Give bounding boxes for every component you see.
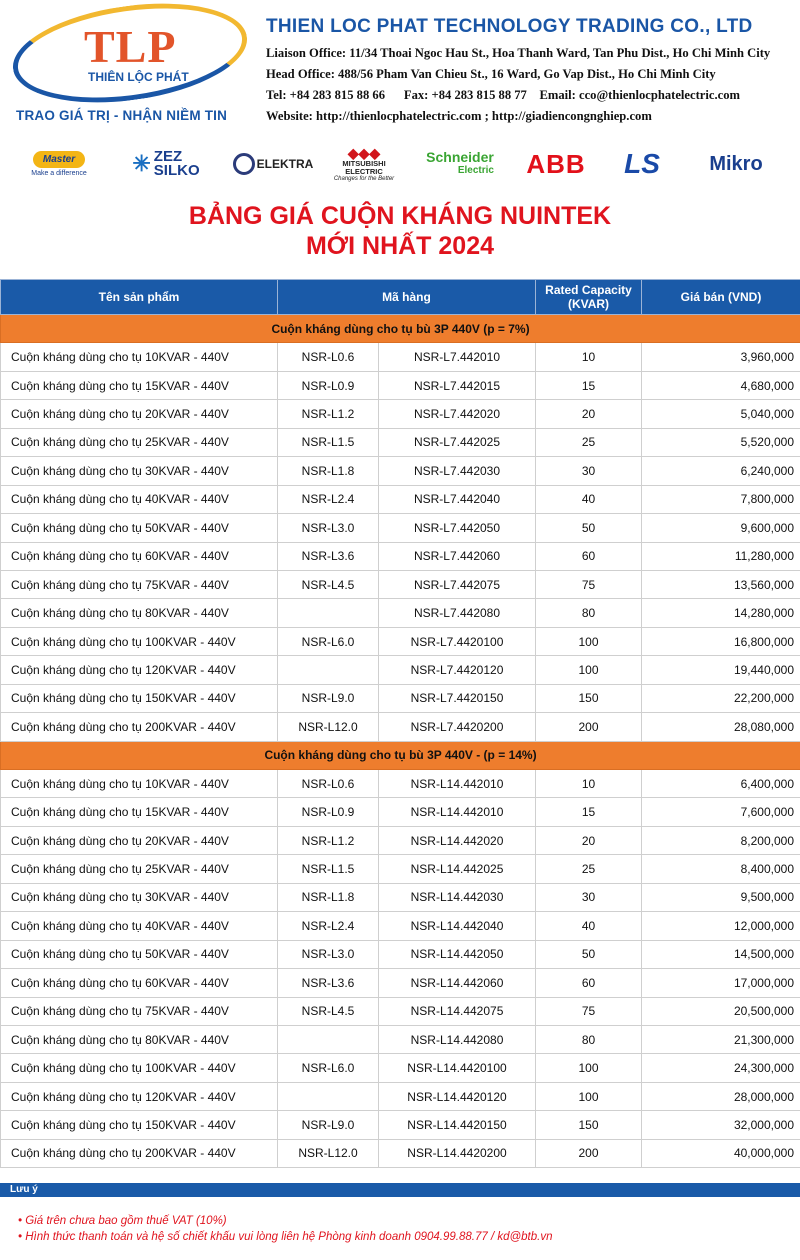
table-row — [1, 826, 800, 854]
product-name: Cuộn kháng dùng cho tụ 10KVAR - 440V — [1, 343, 278, 371]
price-value: 8,200,000 — [642, 826, 800, 854]
product-code-full: NSR-L14.4420150 — [379, 1111, 536, 1139]
product-code-short: NSR-L0.9 — [278, 798, 379, 826]
product-code-short: NSR-L3.6 — [278, 542, 379, 570]
product-name: Cuộn kháng dùng cho tụ 30KVAR - 440V — [1, 457, 278, 485]
price-value: 14,280,000 — [642, 599, 800, 627]
note-item: • Hình thức thanh toán và hệ số chiết khấu vui lòng liên hệ Phòng kinh doanh 0904.99.88.77 / kd@btb.vn — [18, 1229, 800, 1245]
header-product: Tên sản phẩm — [1, 280, 278, 315]
brand-schneider-electric-text: Electric — [457, 165, 494, 176]
product-code-full: NSR-L14.442020 — [379, 826, 536, 854]
table-row — [1, 1082, 800, 1110]
table-row — [1, 1111, 800, 1139]
table-row — [1, 485, 800, 513]
product-code-full: NSR-L14.442025 — [379, 855, 536, 883]
price-value: 7,600,000 — [642, 798, 800, 826]
page-header — [0, 0, 800, 135]
product-code-full: NSR-L14.4420200 — [379, 1139, 536, 1167]
product-name: Cuộn kháng dùng cho tụ 120KVAR - 440V — [1, 656, 278, 684]
table-row — [1, 599, 800, 627]
section-row — [1, 741, 800, 769]
product-code-full: NSR-L7.442020 — [379, 400, 536, 428]
rated-capacity: 80 — [536, 1025, 642, 1053]
product-name: Cuộn kháng dùng cho tụ 15KVAR - 440V — [1, 371, 278, 399]
company-logo — [6, 4, 256, 129]
logo-mark: TLP — [84, 21, 177, 72]
price-value: 13,560,000 — [642, 570, 800, 598]
brand-silko-text: SILKO — [153, 162, 200, 179]
product-code-full: NSR-L14.442010 — [379, 798, 536, 826]
product-code-full: NSR-L7.4420100 — [379, 627, 536, 655]
brand-elektra-text: ELEKTRA — [256, 157, 314, 171]
table-row — [1, 343, 800, 371]
product-code-short: NSR-L2.4 — [278, 485, 379, 513]
product-code-short — [278, 1082, 379, 1110]
rated-capacity: 20 — [536, 400, 642, 428]
product-code-full: NSR-L7.442075 — [379, 570, 536, 598]
table-row — [1, 713, 800, 741]
product-name: Cuộn kháng dùng cho tụ 40KVAR - 440V — [1, 912, 278, 940]
product-name: Cuộn kháng dùng cho tụ 200KVAR - 440V — [1, 1139, 278, 1167]
product-code-short: NSR-L1.8 — [278, 883, 379, 911]
rated-capacity: 50 — [536, 514, 642, 542]
product-code-short: NSR-L1.2 — [278, 400, 379, 428]
brand-mikro-logo: Mikro — [709, 152, 763, 175]
zez-star-icon: ✳ — [132, 151, 151, 176]
table-row — [1, 457, 800, 485]
table-row — [1, 1025, 800, 1053]
product-name: Cuộn kháng dùng cho tụ 75KVAR - 440V — [1, 997, 278, 1025]
price-value: 21,300,000 — [642, 1025, 800, 1053]
product-code-short: NSR-L2.4 — [278, 912, 379, 940]
product-code-short: NSR-L9.0 — [278, 684, 379, 712]
table-row — [1, 428, 800, 456]
product-code-short: NSR-L3.6 — [278, 969, 379, 997]
product-code-full: NSR-L14.442040 — [379, 912, 536, 940]
product-code-short: NSR-L1.5 — [278, 428, 379, 456]
price-table — [0, 279, 800, 1168]
brand-zez-text: ZEZ — [153, 148, 183, 165]
product-name: Cuộn kháng dùng cho tụ 120KVAR - 440V — [1, 1082, 278, 1110]
rated-capacity: 15 — [536, 371, 642, 399]
product-code-full: NSR-L14.442075 — [379, 997, 536, 1025]
product-code-full: NSR-L7.442050 — [379, 514, 536, 542]
brand-master-text: Master — [33, 151, 85, 168]
logo-name: THIÊN LỘC PHÁT — [88, 70, 189, 84]
product-name: Cuộn kháng dùng cho tụ 100KVAR - 440V — [1, 1054, 278, 1082]
rated-capacity: 100 — [536, 627, 642, 655]
brand-abb-logo: ABB — [526, 148, 586, 179]
product-name: Cuộn kháng dùng cho tụ 30KVAR - 440V — [1, 883, 278, 911]
table-row — [1, 684, 800, 712]
product-code-full: NSR-L14.4420120 — [379, 1082, 536, 1110]
company-info — [266, 16, 796, 124]
brand-mitsubishi-logo — [330, 142, 398, 186]
header-capacity: Rated Capacity (KVAR) — [536, 280, 642, 315]
rated-capacity: 10 — [536, 770, 642, 798]
product-name: Cuộn kháng dùng cho tụ 75KVAR - 440V — [1, 570, 278, 598]
price-value: 9,500,000 — [642, 883, 800, 911]
note-item: • Giá trên chưa bao gồm thuế VAT (10%) — [18, 1213, 800, 1229]
product-code-full: NSR-L14.442010 — [379, 770, 536, 798]
product-name: Cuộn kháng dùng cho tụ 15KVAR - 440V — [1, 798, 278, 826]
elektra-ring-icon — [233, 153, 255, 175]
price-value: 5,040,000 — [642, 400, 800, 428]
table-row — [1, 855, 800, 883]
product-name: Cuộn kháng dùng cho tụ 150KVAR - 440V — [1, 684, 278, 712]
product-name: Cuộn kháng dùng cho tụ 10KVAR - 440V — [1, 770, 278, 798]
contact-line: Tel: +84 283 815 88 66 Fax: +84 283 815 88 77 Email: cco@thienlocphatelectric.com — [266, 88, 741, 102]
brand-schneider-text: Schneider — [426, 149, 494, 165]
rated-capacity: 40 — [536, 912, 642, 940]
table-row — [1, 1139, 800, 1167]
brand-ls-logo: LS — [624, 148, 660, 179]
table-row — [1, 656, 800, 684]
table-row — [1, 912, 800, 940]
product-code-short: NSR-L4.5 — [278, 997, 379, 1025]
price-value: 16,800,000 — [642, 627, 800, 655]
product-code-full: NSR-L7.442025 — [379, 428, 536, 456]
mitsubishi-diamonds-icon: ◆◆◆ — [347, 145, 381, 161]
rated-capacity: 25 — [536, 855, 642, 883]
product-code-full: NSR-L14.442080 — [379, 1025, 536, 1053]
price-value: 6,400,000 — [642, 770, 800, 798]
product-code-short: NSR-L12.0 — [278, 1139, 379, 1167]
brand-elektra-logo — [228, 142, 318, 186]
rated-capacity: 30 — [536, 457, 642, 485]
product-code-full: NSR-L14.442030 — [379, 883, 536, 911]
price-value: 28,000,000 — [642, 1082, 800, 1110]
rated-capacity: 150 — [536, 684, 642, 712]
brand-schneider-logo — [420, 142, 500, 186]
table-row — [1, 997, 800, 1025]
product-code-full: NSR-L7.442040 — [379, 485, 536, 513]
table-row — [1, 883, 800, 911]
product-code-short: NSR-L6.0 — [278, 627, 379, 655]
product-code-full: NSR-L7.442030 — [379, 457, 536, 485]
table-row — [1, 770, 800, 798]
price-value: 22,200,000 — [642, 684, 800, 712]
table-row — [1, 400, 800, 428]
notes-list — [0, 1197, 800, 1245]
product-name: Cuộn kháng dùng cho tụ 50KVAR - 440V — [1, 514, 278, 542]
product-code-full: NSR-L7.442010 — [379, 343, 536, 371]
rated-capacity: 80 — [536, 599, 642, 627]
section-row — [1, 315, 800, 343]
product-code-short: NSR-L6.0 — [278, 1054, 379, 1082]
product-code-short: NSR-L12.0 — [278, 713, 379, 741]
section-title: Cuộn kháng dùng cho tụ bù 3P 440V - (p = 14%) — [1, 741, 800, 769]
rated-capacity: 50 — [536, 940, 642, 968]
table-row — [1, 514, 800, 542]
rated-capacity: 75 — [536, 997, 642, 1025]
price-value: 8,400,000 — [642, 855, 800, 883]
product-name: Cuộn kháng dùng cho tụ 80KVAR - 440V — [1, 1025, 278, 1053]
product-code-full: NSR-L7.442015 — [379, 371, 536, 399]
product-code-short: NSR-L4.5 — [278, 570, 379, 598]
product-code-short — [278, 656, 379, 684]
product-code-short: NSR-L0.6 — [278, 343, 379, 371]
price-value: 12,000,000 — [642, 912, 800, 940]
title-line-1: BẢNG GIÁ CUỘN KHÁNG NUINTEK — [188, 202, 612, 230]
product-name: Cuộn kháng dùng cho tụ 20KVAR - 440V — [1, 400, 278, 428]
price-value: 14,500,000 — [642, 940, 800, 968]
rated-capacity: 100 — [536, 1082, 642, 1110]
rated-capacity: 200 — [536, 1139, 642, 1167]
product-code-full: NSR-L14.442050 — [379, 940, 536, 968]
liaison-office: Liaison Office: 11/34 Thoai Ngoc Hau St., Hoa Thanh Ward, Tan Phu Dist., Ho Chi Minh City — [266, 46, 771, 60]
table-row — [1, 371, 800, 399]
product-name: Cuộn kháng dùng cho tụ 60KVAR - 440V — [1, 542, 278, 570]
product-name: Cuộn kháng dùng cho tụ 80KVAR - 440V — [1, 599, 278, 627]
price-value: 19,440,000 — [642, 656, 800, 684]
product-name: Cuộn kháng dùng cho tụ 40KVAR - 440V — [1, 485, 278, 513]
product-code-full: NSR-L7.4420200 — [379, 713, 536, 741]
product-name: Cuộn kháng dùng cho tụ 25KVAR - 440V — [1, 428, 278, 456]
price-value: 32,000,000 — [642, 1111, 800, 1139]
section-title: Cuộn kháng dùng cho tụ bù 3P 440V (p = 7%) — [1, 315, 800, 343]
rated-capacity: 60 — [536, 969, 642, 997]
title-line-2: MỚI NHẤT 2024 — [305, 232, 495, 260]
price-value: 11,280,000 — [642, 542, 800, 570]
price-value: 24,300,000 — [642, 1054, 800, 1082]
price-value: 6,240,000 — [642, 457, 800, 485]
brand-master-caption: Make a difference — [31, 170, 87, 177]
product-code-full: NSR-L7.442080 — [379, 599, 536, 627]
rated-capacity: 25 — [536, 428, 642, 456]
rated-capacity: 100 — [536, 1054, 642, 1082]
brand-mitsubishi-caption: Changes for the Better — [333, 176, 395, 182]
logo-tagline: TRAO GIÁ TRỊ - NHẬN NIỀM TIN — [16, 108, 228, 123]
head-office: Head Office: 488/56 Pham Van Chieu St., 16 Ward, Go Vap Dist., Ho Chi Minh City — [266, 67, 716, 81]
product-code-short — [278, 599, 379, 627]
table-row — [1, 570, 800, 598]
table-row — [1, 969, 800, 997]
table-row — [1, 1054, 800, 1082]
price-value: 17,000,000 — [642, 969, 800, 997]
brand-master-logo — [24, 142, 94, 186]
product-code-short: NSR-L3.0 — [278, 940, 379, 968]
product-code-short: NSR-L1.5 — [278, 855, 379, 883]
product-code-short: NSR-L1.2 — [278, 826, 379, 854]
rated-capacity: 200 — [536, 713, 642, 741]
price-value: 40,000,000 — [642, 1139, 800, 1167]
price-value: 3,960,000 — [642, 343, 800, 371]
header-price: Giá bán (VND) — [642, 280, 800, 315]
price-value: 5,520,000 — [642, 428, 800, 456]
rated-capacity: 40 — [536, 485, 642, 513]
table-body — [1, 315, 800, 1168]
product-code-short — [278, 1025, 379, 1053]
product-name: Cuộn kháng dùng cho tụ 60KVAR - 440V — [1, 969, 278, 997]
company-name: THIEN LOC PHAT TECHNOLOGY TRADING CO., LTD — [266, 16, 753, 37]
product-name: Cuộn kháng dùng cho tụ 100KVAR - 440V — [1, 627, 278, 655]
product-name: Cuộn kháng dùng cho tụ 150KVAR - 440V — [1, 1111, 278, 1139]
brand-mitsubishi-text: MITSUBISHI — [342, 159, 386, 168]
product-code-full: NSR-L7.4420120 — [379, 656, 536, 684]
notes-section — [0, 1183, 800, 1245]
product-code-full: NSR-L7.442060 — [379, 542, 536, 570]
table-row — [1, 798, 800, 826]
rated-capacity: 75 — [536, 570, 642, 598]
product-name: Cuộn kháng dùng cho tụ 25KVAR - 440V — [1, 855, 278, 883]
product-code-short: NSR-L1.8 — [278, 457, 379, 485]
product-code-full: NSR-L7.4420150 — [379, 684, 536, 712]
website-line: Website: http://thienlocphatelectric.com ; http://giadiencongnghiep.com — [266, 109, 652, 123]
product-code-short: NSR-L3.0 — [278, 514, 379, 542]
rated-capacity: 20 — [536, 826, 642, 854]
rated-capacity: 150 — [536, 1111, 642, 1139]
rated-capacity: 100 — [536, 656, 642, 684]
price-list-title — [0, 201, 800, 261]
table-row — [1, 940, 800, 968]
price-value: 9,600,000 — [642, 514, 800, 542]
rated-capacity: 60 — [536, 542, 642, 570]
brand-logo-strip — [24, 142, 784, 186]
product-code-short: NSR-L0.9 — [278, 371, 379, 399]
product-name: Cuộn kháng dùng cho tụ 20KVAR - 440V — [1, 826, 278, 854]
product-code-full: NSR-L14.4420100 — [379, 1054, 536, 1082]
brand-electric-text: ELECTRIC — [345, 167, 383, 176]
price-value: 4,680,000 — [642, 371, 800, 399]
table-row — [1, 542, 800, 570]
price-value: 7,800,000 — [642, 485, 800, 513]
product-code-short: NSR-L0.6 — [278, 770, 379, 798]
table-row — [1, 627, 800, 655]
rated-capacity: 10 — [536, 343, 642, 371]
product-code-full: NSR-L14.442060 — [379, 969, 536, 997]
rated-capacity: 15 — [536, 798, 642, 826]
header-code: Mã hàng — [278, 280, 536, 315]
brand-zez-silko-logo — [120, 142, 212, 186]
product-name: Cuộn kháng dùng cho tụ 50KVAR - 440V — [1, 940, 278, 968]
rated-capacity: 30 — [536, 883, 642, 911]
notes-heading: Lưu ý — [0, 1183, 800, 1197]
product-name: Cuộn kháng dùng cho tụ 200KVAR - 440V — [1, 713, 278, 741]
price-value: 20,500,000 — [642, 997, 800, 1025]
table-header-row — [1, 280, 800, 315]
price-value: 28,080,000 — [642, 713, 800, 741]
product-code-short: NSR-L9.0 — [278, 1111, 379, 1139]
